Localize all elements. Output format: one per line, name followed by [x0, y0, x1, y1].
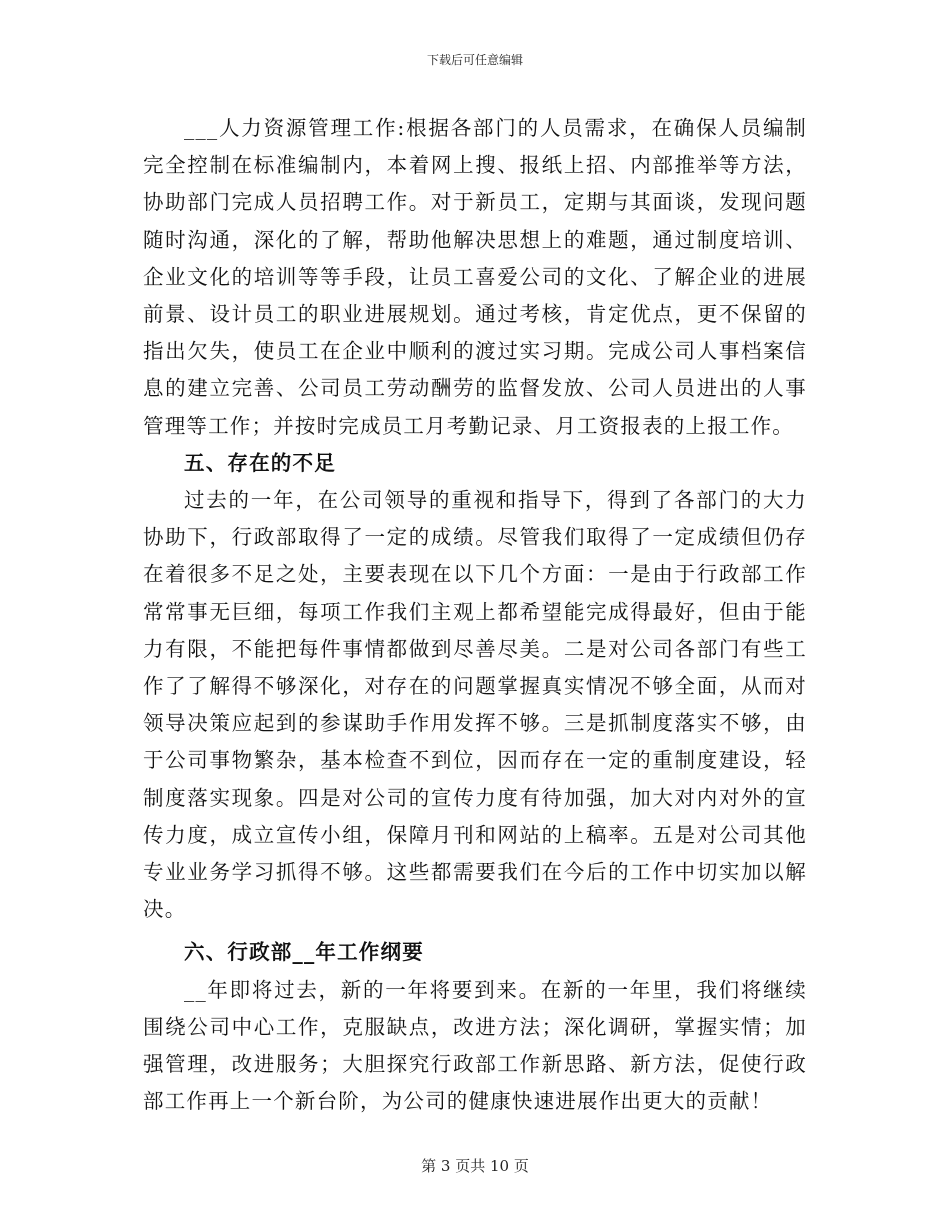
section-heading-work-plan: 六、行政部__年工作纲要 — [184, 940, 424, 965]
paragraph-work-plan: __年即将过去，新的一年将要到来。在新的一年里，我们将继续围绕公司中心工作，克服缺点，改进方法；深化调研，掌握实情；加强管理，改进服务；大胆探究行政部工作新思路、新方法，促使行政部工作再上一个新台阶，为公司的健康快速进展作出更大的贡献！ — [143, 977, 807, 1114]
paragraph-hr-management: ___人力资源管理工作:根据各部门的人员需求，在确保人员编制完全控制在标准编制内，本着网上搜、报纸上招、内部推举等方法，协助部门完成人员招聘工作。对于新员工，定期与其面谈，发现问题随时沟通，深化的了解，帮助他解决思想上的难题，通过制度培训、企业文化的培训等等手段，让员工喜爱公司的文化、了解企业的进展前景、设计员工的职业进展规划。通过考核，肯定优点，更不保留的指出欠失，使员工在企业中顺利的渡过实习期。完成公司人事档案信息的建立完善、公司员工劳动酬劳的监督发放、公司人员进出的人事管理等工作；并按时完成员工月考勤记录、月工资报表的上报工作。 — [143, 116, 807, 438]
page-header-note: 下载后可任意编辑 — [426, 53, 523, 67]
section-heading-shortcomings: 五、存在的不足 — [184, 450, 336, 475]
document-body — [143, 110, 807, 1120]
paragraph-shortcomings: 过去的一年，在公司领导的重视和指导下，得到了各部门的大力协助下，行政部取得了一定的成绩。尽管我们取得了一定成绩但仍存在着很多不足之处，主要表现在以下几个方面：一是由于行政部工作常常事无巨细，每项工作我们主观上都希望能完成得最好，但由于能力有限，不能把每件事情都做到尽善尽美。二是对公司各部门有些工作了了解得不够深化，对存在的问题掌握真实情况不够全面，从而对领导决策应起到的参谋助手作用发挥不够。三是抓制度落实不够，由于公司事物繁杂，基本检查不到位，因而存在一定的重制度建设，轻制度落实现象。四是对公司的宣传力度有待加强，加大对内对外的宣传力度，成立宣传小组，保障月刊和网站的上稿率。五是对公司其他专业业务学习抓得不够。这些都需要我们在今后的工作中切实加以解决。 — [143, 488, 807, 922]
page-number: 第 3 页共 10 页 — [421, 1157, 529, 1175]
